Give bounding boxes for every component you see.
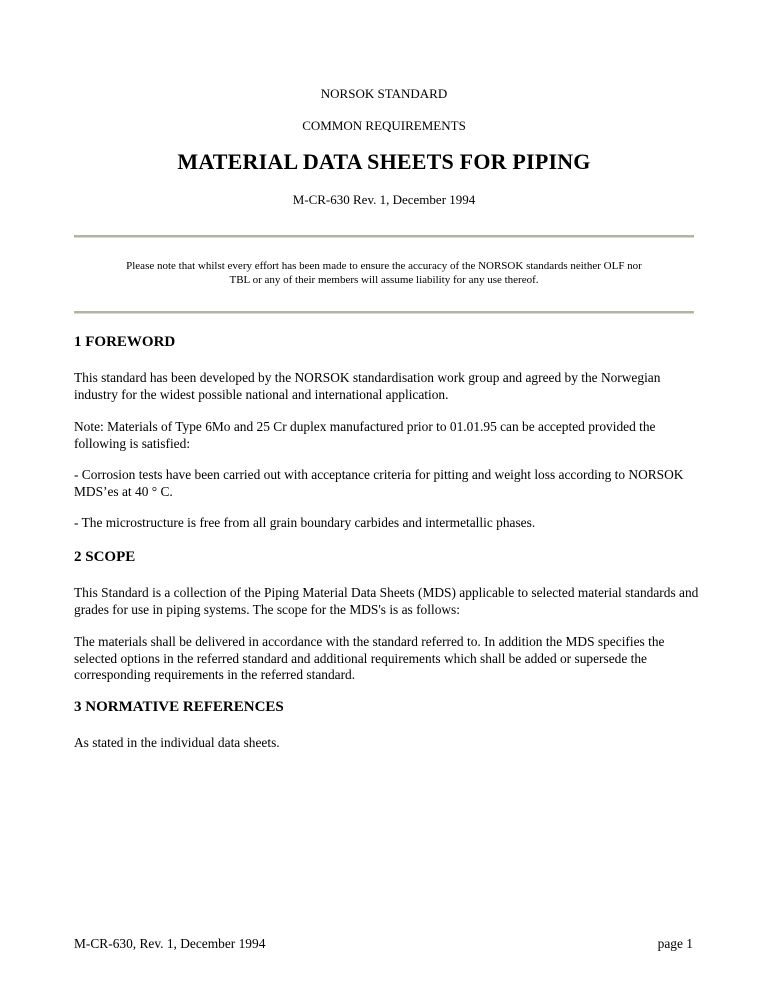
foreword-paragraph-3: - Corrosion tests have been carried out with acceptance criteria for pitting and weight loss according to NORSOK MDS’es at 40 ° C.: [74, 467, 684, 499]
footer-page-number: page 1: [657, 936, 693, 951]
footer-document-ref: M-CR-630, Rev. 1, December 1994: [74, 936, 266, 951]
disclaimer-line-2: TBL or any of their members will assume liability for any use thereof.: [229, 274, 539, 286]
divider-top: [74, 235, 694, 238]
scope-paragraph-1: This Standard is a collection of the Piping Material Data Sheets (MDS) applicable to selected material standards and grades for use in piping systems. The scope for the MDS's is as follows:: [74, 585, 699, 617]
section-heading-scope: 2 SCOPE: [74, 549, 136, 565]
category-label: COMMON REQUIREMENTS: [302, 118, 466, 133]
scope-paragraph-2: The materials shall be delivered in accordance with the standard referred to. In addition the MDS specifies the selected options in the referred standard and additional requirements which shall be added or supersede the corresponding requirements in the referred standard.: [74, 634, 665, 682]
disclaimer: [74, 259, 694, 287]
divider-bottom: [74, 311, 694, 314]
foreword-paragraph-1: This standard has been developed by the NORSOK standardisation work group and agreed by the Norwegian industry for the widest possible national and international application.: [74, 370, 661, 402]
section-heading-normative-references: 3 NORMATIVE REFERENCES: [74, 699, 284, 715]
normative-references-paragraph: As stated in the individual data sheets.: [74, 735, 280, 750]
section-heading-foreword: 1 FOREWORD: [74, 334, 176, 350]
document-title: MATERIAL DATA SHEETS FOR PIPING: [177, 149, 591, 174]
disclaimer-line-1: Please note that whilst every effort has been made to ensure the accuracy of the NORSOK standards neither OLF nor: [126, 260, 642, 272]
foreword-paragraph-2: Note: Materials of Type 6Mo and 25 Cr duplex manufactured prior to 01.01.95 can be accepted provided the following is satisfied:: [74, 419, 656, 451]
revision-label: M-CR-630 Rev. 1, December 1994: [292, 192, 476, 207]
organization-label: NORSOK STANDARD: [320, 86, 448, 101]
foreword-paragraph-4: - The microstructure is free from all grain boundary carbides and intermetallic phases.: [74, 515, 536, 530]
